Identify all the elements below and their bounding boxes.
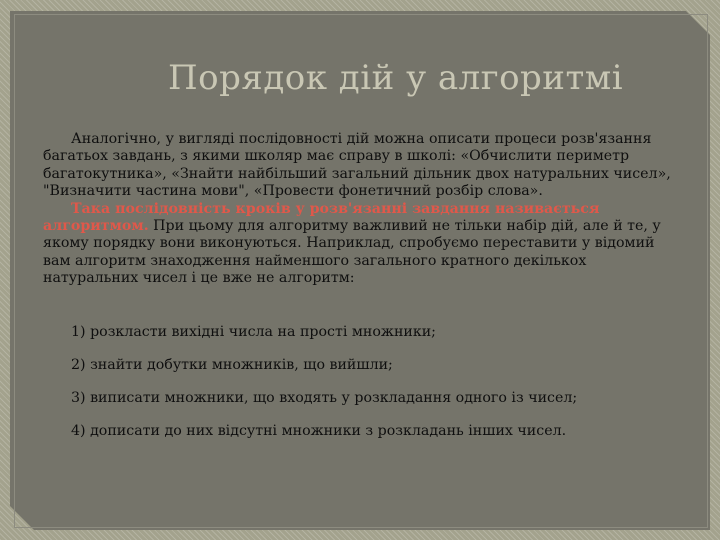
paragraph-definition-text: При цьому для алгоритму важливий не тільки набір дій, але й те, у якому порядку вони виконуються. Наприклад, спробуємо переставити у відомий вам алгоритм знаходження найменшого загального кратного декількох натуральних чисел і це вже не алгоритм:: [43, 218, 661, 287]
slide-title: Порядок дій у алгоритмі: [168, 58, 624, 98]
steps-list: [71, 321, 691, 453]
step-item: 1) розкласти вихідні числа на прості множники;: [71, 324, 436, 340]
paragraph-intro: [43, 131, 683, 201]
step-item: 3) виписати множники, що входять у розкладання одного із чисел;: [71, 390, 578, 406]
paragraph-intro-text: Аналогічно, у вигляді послідовності дій можна описати процеси розв'язання багатьох завдань, з якими школяр має справу в школі: «Обчислити периметр багатокутника», «Знайти найбільший загальний дільник двох натуральних чисел», "Визначити частина мови", «Провести фонетичний розбір слова».: [43, 131, 671, 200]
slide-body: [43, 131, 683, 288]
paragraph-definition: [43, 201, 683, 288]
step-item: 4) дописати до них відсутні множники з розкладань інших чисел.: [71, 423, 567, 439]
definition-highlight: Така послідовність кроків у розв'язанні завдання називається алгоритмом.: [43, 200, 600, 235]
step-item: 2) знайти добутки множників, що вийшли;: [71, 357, 393, 373]
